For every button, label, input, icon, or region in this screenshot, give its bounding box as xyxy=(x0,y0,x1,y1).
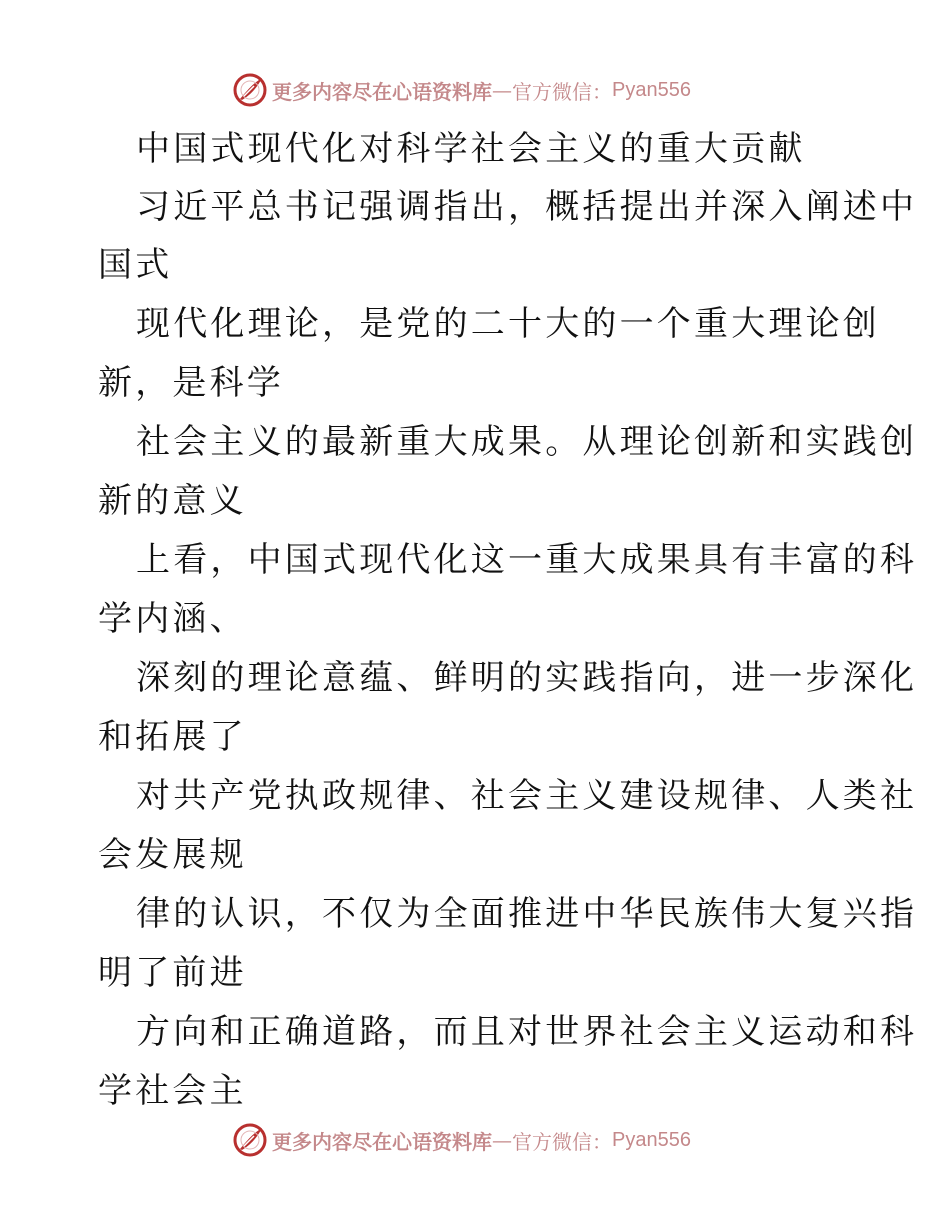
text-line: 国式 xyxy=(98,245,173,285)
quill-logo-icon xyxy=(232,1122,268,1158)
document-body xyxy=(98,120,918,1120)
footer-wechat-handle: Pyan556 xyxy=(612,1128,691,1151)
text-line: 学内涵、 xyxy=(98,599,247,639)
header-dash: — xyxy=(492,78,512,102)
text-line: 和拓展了 xyxy=(98,717,247,757)
header-brand-text: 更多内容尽在心语资料库 xyxy=(272,79,492,104)
text-line: 学社会主 xyxy=(98,1071,247,1111)
footer-dash: — xyxy=(492,1128,512,1152)
text-line: 会发展规 xyxy=(98,835,247,875)
text-line: 明了前进 xyxy=(98,953,247,993)
text-line: 中国式现代化对科学社会主义的重大贡献 xyxy=(136,129,806,169)
text-line: 新的意义 xyxy=(98,481,247,521)
footer-brand-text: 更多内容尽在心语资料库 xyxy=(272,1129,492,1154)
text-line: 对共产党执政规律、社会主义建设规律、人类社 xyxy=(136,776,918,816)
footer-watermark xyxy=(232,1120,691,1160)
quill-logo-icon xyxy=(232,72,268,108)
text-line: 律的认识，不仅为全面推进中华民族伟大复兴指 xyxy=(136,894,918,934)
footer-official-label: 官方微信： xyxy=(512,1129,612,1154)
text-line: 现代化理论，是党的二十大的一个重大理论创 xyxy=(136,304,880,344)
text-line: 习近平总书记强调指出，概括提出并深入阐述中 xyxy=(136,187,918,227)
text-line: 新，是科学 xyxy=(98,363,284,403)
header-official-label: 官方微信： xyxy=(512,79,612,104)
text-line: 上看，中国式现代化这一重大成果具有丰富的科 xyxy=(136,540,918,580)
header-wechat-handle: Pyan556 xyxy=(612,78,691,101)
text-line: 方向和正确道路，而且对世界社会主义运动和科 xyxy=(136,1012,918,1052)
text-line: 深刻的理论意蕴、鲜明的实践指向，进一步深化 xyxy=(136,658,918,698)
text-line: 社会主义的最新重大成果。从理论创新和实践创 xyxy=(136,422,918,462)
header-watermark xyxy=(232,70,691,110)
